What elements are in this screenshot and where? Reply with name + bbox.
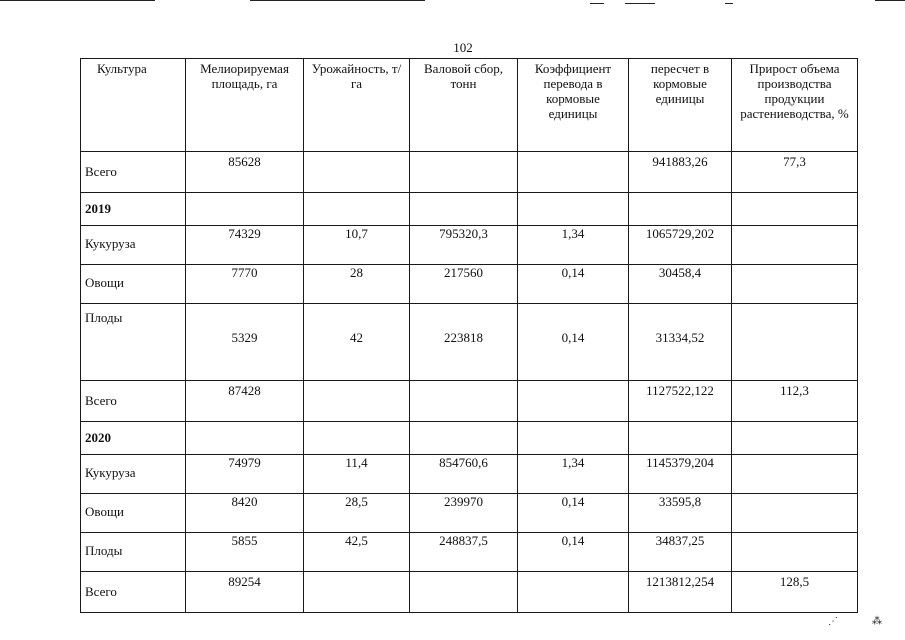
empty-cell (732, 422, 858, 455)
cell-recalc: 33595,8 (629, 494, 732, 533)
cell-culture: Кукуруза (81, 455, 186, 494)
scan-artifact-mark: ⁂ (872, 616, 882, 627)
empty-cell (410, 422, 518, 455)
empty-cell (518, 193, 629, 226)
cell-area: 85628 (186, 152, 304, 193)
cell-yield (304, 572, 410, 613)
empty-cell (629, 422, 732, 455)
header-growth: Прирост объема производства продукции растениеводства, % (732, 59, 858, 152)
cell-area: 89254 (186, 572, 304, 613)
header-yield: Урожайность, т/га (304, 59, 410, 152)
empty-cell (629, 193, 732, 226)
crop-production-table (80, 58, 858, 613)
cell-growth: 77,3 (732, 152, 858, 193)
cell-recalc: 30458,4 (629, 265, 732, 304)
cell-growth (732, 494, 858, 533)
cell-recalc: 1213812,254 (629, 572, 732, 613)
cell-coef (518, 381, 629, 422)
cell-culture: Плоды (81, 533, 186, 572)
cell-area: 5329 (186, 304, 304, 381)
cell-culture: Овощи (81, 265, 186, 304)
cell-growth: 112,3 (732, 381, 858, 422)
cell-growth (732, 304, 858, 381)
cell-culture: Кукуруза (81, 226, 186, 265)
cell-yield: 28 (304, 265, 410, 304)
cell-recalc: 34837,25 (629, 533, 732, 572)
empty-cell (186, 193, 304, 226)
cell-gross: 217560 (410, 265, 518, 304)
table-row (81, 422, 858, 455)
header-area: Мелиорируемая площадь, га (186, 59, 304, 152)
cell-recalc: 1127522,122 (629, 381, 732, 422)
cell-yield (304, 381, 410, 422)
empty-cell (186, 422, 304, 455)
empty-cell (410, 193, 518, 226)
table-row (81, 265, 858, 304)
header-recalc: пересчет в кормовые единицы (629, 59, 732, 152)
cell-growth (732, 533, 858, 572)
cell-gross: 854760,6 (410, 455, 518, 494)
header-culture: Культура (81, 59, 186, 152)
cell-gross: 239970 (410, 494, 518, 533)
header-coefficient: Коэффициент перевода в кормовые единицы (518, 59, 629, 152)
cell-coef: 1,34 (518, 226, 629, 265)
scan-artifact-line (590, 3, 604, 4)
cell-gross (410, 572, 518, 613)
cell-yield: 42,5 (304, 533, 410, 572)
cell-yield: 28,5 (304, 494, 410, 533)
cell-recalc: 31334,52 (629, 304, 732, 381)
cell-area: 74979 (186, 455, 304, 494)
table-row (81, 304, 858, 381)
scan-artifact-line (250, 0, 425, 1)
cell-area: 7770 (186, 265, 304, 304)
cell-area: 87428 (186, 381, 304, 422)
cell-recalc: 1065729,202 (629, 226, 732, 265)
cell-gross (410, 381, 518, 422)
scan-artifact-line (625, 3, 655, 4)
year-heading: 2019 (81, 193, 186, 226)
year-heading: 2020 (81, 422, 186, 455)
table-row (81, 533, 858, 572)
cell-growth (732, 226, 858, 265)
cell-yield: 10,7 (304, 226, 410, 265)
cell-culture: Всего (81, 381, 186, 422)
table-row (81, 381, 858, 422)
cell-coef: 0,14 (518, 533, 629, 572)
table-row (81, 572, 858, 613)
empty-cell (518, 422, 629, 455)
cell-culture: Плоды (81, 304, 186, 381)
scan-artifact-line (875, 0, 905, 1)
empty-cell (304, 193, 410, 226)
cell-area: 8420 (186, 494, 304, 533)
scan-artifact-mark: ⋰ (828, 616, 838, 627)
table-row (81, 226, 858, 265)
cell-growth (732, 265, 858, 304)
cell-coef: 1,34 (518, 455, 629, 494)
cell-gross: 795320,3 (410, 226, 518, 265)
cell-culture: Всего (81, 572, 186, 613)
header-gross: Валовой сбор, тонн (410, 59, 518, 152)
cell-culture: Овощи (81, 494, 186, 533)
cell-yield: 11,4 (304, 455, 410, 494)
cell-culture: Всего (81, 152, 186, 193)
table-row (81, 455, 858, 494)
cell-coef: 0,14 (518, 494, 629, 533)
scan-artifact-line (725, 3, 733, 4)
page-number: 102 (453, 40, 473, 55)
scan-artifact-line (0, 0, 155, 1)
cell-gross: 248837,5 (410, 533, 518, 572)
cell-growth (732, 455, 858, 494)
table-row (81, 193, 858, 226)
cell-gross (410, 152, 518, 193)
table-header-row (81, 59, 858, 152)
cell-coef (518, 572, 629, 613)
cell-yield: 42 (304, 304, 410, 381)
cell-coef: 0,14 (518, 304, 629, 381)
cell-coef (518, 152, 629, 193)
empty-cell (304, 422, 410, 455)
table-row (81, 494, 858, 533)
cell-recalc: 1145379,204 (629, 455, 732, 494)
cell-coef: 0,14 (518, 265, 629, 304)
cell-gross: 223818 (410, 304, 518, 381)
empty-cell (732, 193, 858, 226)
cell-yield (304, 152, 410, 193)
cell-recalc: 941883,26 (629, 152, 732, 193)
cell-growth: 128,5 (732, 572, 858, 613)
table-body (81, 152, 858, 613)
table-row (81, 152, 858, 193)
cell-area: 74329 (186, 226, 304, 265)
cell-area: 5855 (186, 533, 304, 572)
